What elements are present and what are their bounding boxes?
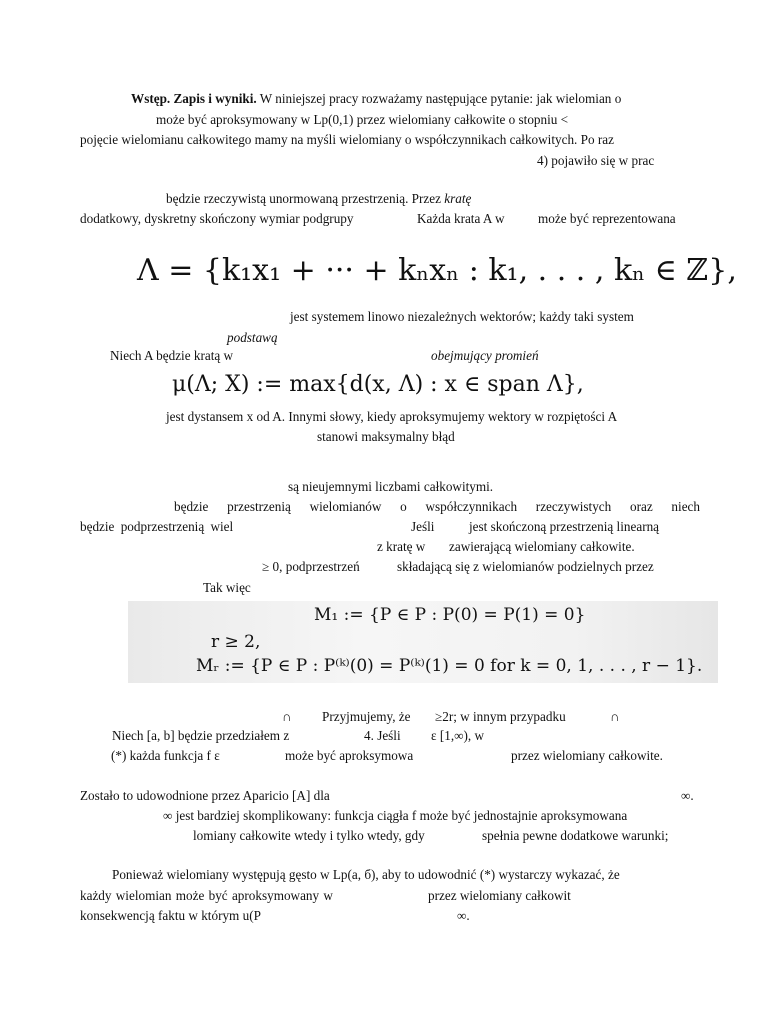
final-line-2: każdy wielomian może być aproksymowany w <box>80 888 333 903</box>
radius-line-1: Niech A będzie kratą w <box>110 348 234 363</box>
aparicio-line-1b: ∞. <box>681 788 694 803</box>
m1-formula: M₁ := {P ∈ P : P(0) = P(1) = 0} <box>314 605 586 625</box>
poly-line-4: ≥ 0, podprzestrzeń <box>262 559 360 574</box>
interval-line-1c: ε [1,∞), w <box>431 728 485 743</box>
term-krate: kratę <box>444 191 472 206</box>
claim-line-b: może być aproksymowa <box>285 748 414 763</box>
poly-line-2b: Jeśli <box>411 519 435 534</box>
poly-line-3b: zawierającą wielomiany całkowite. <box>449 539 635 554</box>
term-covering-radius: obejmujący promień <box>431 348 539 363</box>
final-line-3: konsekwencją faktu w którym u(P <box>80 908 261 923</box>
final-line-1: Ponieważ wielomiany występują gęsto w Lp(a, б), aby to udowodnić (*) wystarczy wykazać, że <box>112 867 620 882</box>
radius-line-3: stanowi maksymalny błąd <box>317 429 455 444</box>
assume-text-2: ≥2r; w innym przypadku <box>435 709 566 724</box>
lattice-def-line-2b: Każda krata A w <box>417 211 505 226</box>
aparicio-line-1: Zostało to udowodnione przez Aparicio [A] dla <box>80 788 330 803</box>
assume-sym-2: ∩ <box>610 709 620 724</box>
r-condition: r ≥ 2, <box>211 632 261 652</box>
lattice-def-line-2: dodatkowy, dyskretny skończony wymiar podgrupy <box>80 211 354 226</box>
assume-sym-1: ∩ <box>282 709 292 724</box>
claim-line-c: przez wielomiany całkowite. <box>511 748 663 763</box>
lattice-def-text: będzie rzeczywistą unormowaną przestrzenią. Przez <box>166 191 441 206</box>
basis-line-2 <box>227 331 278 344</box>
poly-line-2: będzie podprzestrzenią wiel <box>80 519 234 534</box>
lattice-formula: Λ = {k₁x₁ + ··· + kₙxₙ : k₁, . . . , kₙ ∈ ℤ}, <box>137 253 737 288</box>
radius-line-1b <box>431 349 539 362</box>
aparicio-line-3: lomiany całkowite wtedy i tylko wtedy, gdy <box>193 828 425 843</box>
intro-text: W niniejszej pracy rozważamy następujące pytanie: jak wielomian o <box>259 91 622 106</box>
aparicio-line-3b: spełnia pewne dodatkowe warunki; <box>482 828 669 843</box>
intro-line-4: 4) pojawiło się w prac <box>537 153 655 168</box>
interval-line-1: Niech [a, b] będzie przedziałem z <box>112 728 290 743</box>
poly-line-1: będzie przestrzenią wielomianów o współczynnikach rzeczywistych oraz niech <box>174 499 700 514</box>
poly-line-2c: jest skończoną przestrzenią linearną <box>469 519 660 534</box>
lattice-def-line-2c: może być reprezentowana <box>538 211 676 226</box>
intro-line-3: pojęcie wielomianu całkowitego mamy na myśli wielomiany o współczynnikach całkowitych. Po raz <box>80 132 614 147</box>
section-heading: Wstęp. Zapis i wyniki. <box>131 91 257 106</box>
poly-line-3: z kratę w <box>377 539 426 554</box>
poly-line-4b: składającą się z wielomianów podzielnych przez <box>397 559 654 574</box>
intro-line-2: może być aproksymowany w Lp(0,1) przez wielomiany całkowite o stopniu < <box>156 112 569 127</box>
basis-line-1: jest systemem linowo niezależnych wektorów; każdy taki system <box>290 309 634 324</box>
final-line-2b: przez wielomiany całkowit <box>428 888 571 903</box>
mr-formula: Mᵣ := {P ∈ P : P⁽ᵏ⁾(0) = P⁽ᵏ⁾(1) = 0 for k = 0, 1, . . . , r − 1}. <box>196 656 703 676</box>
assume-text: Przyjmujemy, że <box>322 709 411 724</box>
intro-line-1 <box>131 92 621 105</box>
lattice-def-line-1 <box>166 192 471 205</box>
nonneg-line: są nieujemnymi liczbami całkowitymi. <box>288 479 494 494</box>
poly-line-5: Tak więc <box>203 580 251 595</box>
final-line-3b: ∞. <box>457 908 470 923</box>
aparicio-line-2: ∞ jest bardziej skomplikowany: funkcja ciągła f może być jednostajnie aproksymowana <box>163 808 628 823</box>
term-podstawa: podstawą <box>227 330 278 345</box>
claim-line: (*) każda funkcja f ε <box>111 748 220 763</box>
radius-formula: μ(Λ; X) := max{d(x, Λ) : x ∈ span Λ}, <box>172 372 584 397</box>
interval-line-1b: 4. Jeśli <box>364 728 401 743</box>
radius-line-2: jest dystansem x od A. Innymi słowy, kiedy aproksymujemy wektory w rozpiętości A <box>166 409 618 424</box>
